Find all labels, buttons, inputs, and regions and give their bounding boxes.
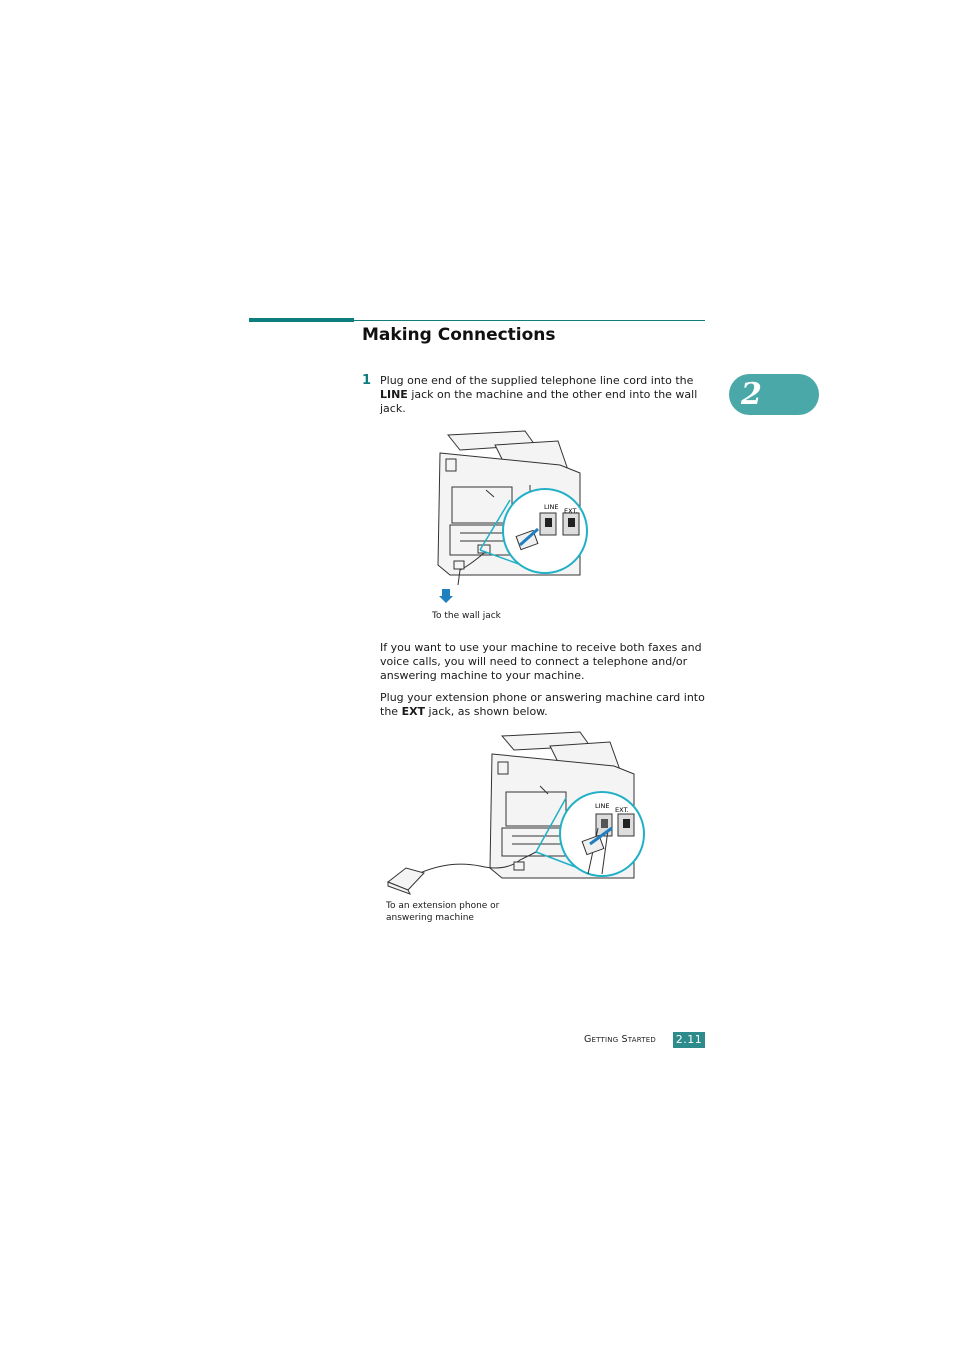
extension-intro-text: If you want to use your machine to receive both faxes and voice calls, you will need to connect a telephone and/or answering machine to your machine. <box>380 641 702 682</box>
step-1-text: Plug one end of the supplied telephone line cord into the LINE jack on the machine and the other end into the wall jack. <box>380 374 698 415</box>
extension-instruction-text: Plug your extension phone or answering machine card into the EXT jack, as shown below. <box>380 691 705 718</box>
extension-phone-illustration <box>388 868 424 894</box>
footer-section-label: Getting Started <box>584 1034 656 1045</box>
jack-line-label: LINE <box>544 503 559 511</box>
figure-2-caption: To an extension phone or answering machine <box>386 901 500 923</box>
down-arrow-icon <box>439 589 453 603</box>
jack-ext-label: EXT. <box>615 806 629 814</box>
jack-line-label: LINE <box>595 802 610 810</box>
footer-page-number: 2.11 <box>673 1032 705 1048</box>
step-number: 1 <box>362 373 372 388</box>
section-rule-thin <box>354 320 705 321</box>
chapter-tab: 2 <box>729 374 819 415</box>
jack-ext-label: EXT. <box>564 507 578 515</box>
figure-1-caption: To the wall jack <box>432 611 501 621</box>
figure-line-connection <box>420 425 600 610</box>
line-jack-bold: LINE <box>380 388 408 401</box>
ext-jack-bold: EXT <box>401 705 426 718</box>
section-rule-thick <box>249 318 354 322</box>
figure-ext-connection <box>380 728 650 900</box>
section-title: Making Connections <box>362 325 556 345</box>
